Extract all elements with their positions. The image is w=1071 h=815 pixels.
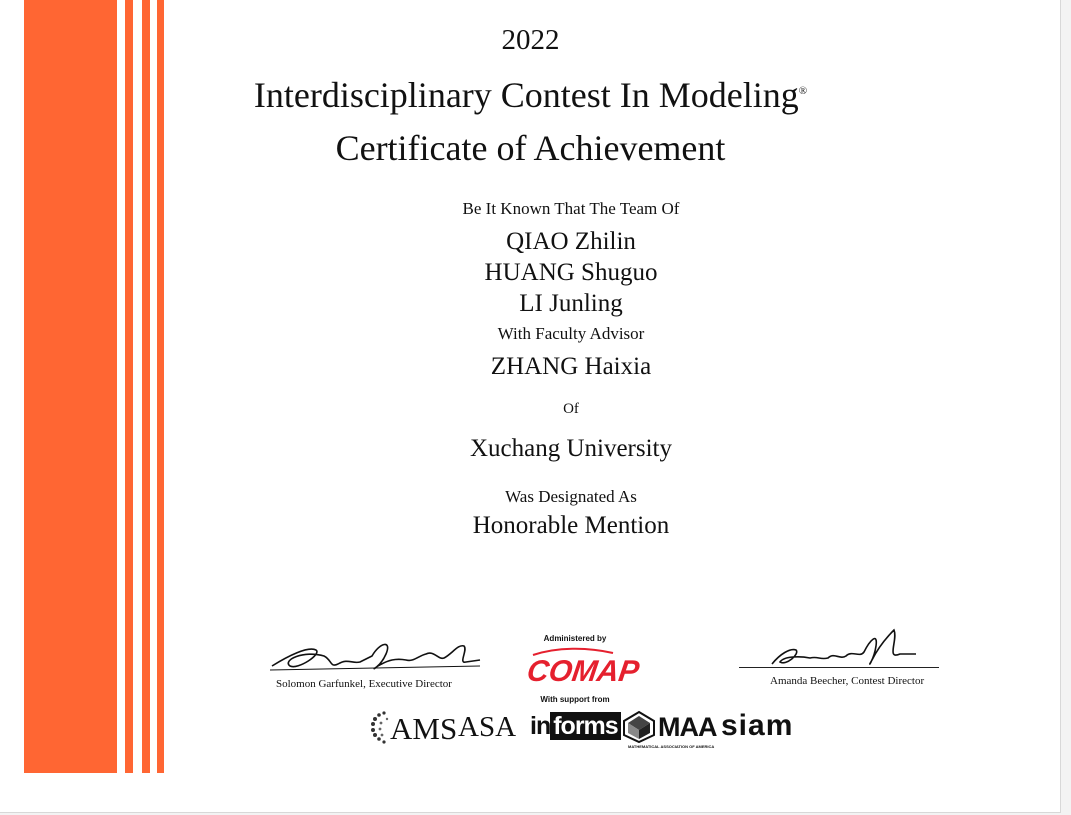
registered-mark: ® <box>798 85 808 97</box>
certificate-title: Certificate of Achievement <box>335 128 726 168</box>
executive-director-signature <box>268 636 483 678</box>
contest-name <box>0 74 1061 116</box>
siam-wordmark: siam <box>721 709 794 742</box>
administered-by-label: Administered by <box>543 634 607 643</box>
ams-dots-icon <box>370 709 392 747</box>
informs-prefix: in <box>530 712 551 740</box>
team-member: QIAO Zhilin <box>506 228 636 255</box>
maa-emblem-icon <box>622 710 656 744</box>
executive-director-caption: Solomon Garfunkel, Executive Director <box>276 678 452 690</box>
ams-wordmark: AMS <box>390 711 458 746</box>
designated-label: Was Designated As <box>505 487 637 506</box>
maa-wordmark: MAA <box>658 712 717 742</box>
university-name: Xuchang University <box>469 435 673 462</box>
comap-wordmark: COMAP <box>524 655 642 688</box>
certificate-year: 2022 <box>501 24 560 56</box>
award-designation: Honorable Mention <box>472 512 670 539</box>
contest-name-text: Interdisciplinary Contest In Modeling <box>253 75 799 115</box>
siam-logo <box>721 709 793 743</box>
informs-box: forms <box>550 712 620 740</box>
contest-director-signature-line <box>739 667 939 668</box>
comap-logo <box>524 645 642 691</box>
team-member: HUANG Shuguo <box>484 259 658 286</box>
team-member: LI Junling <box>519 290 623 317</box>
support-from-label: With support from <box>540 695 610 704</box>
maa-subtitle: MATHEMATICAL ASSOCIATION OF AMERICA <box>628 744 715 749</box>
asa-logo <box>458 711 516 744</box>
known-label: Be It Known That The Team Of <box>462 199 680 218</box>
faculty-advisor-name: ZHANG Haixia <box>490 353 652 380</box>
contest-director-caption: Amanda Beecher, Contest Director <box>770 675 925 687</box>
of-label: Of <box>563 401 579 417</box>
asa-wordmark: ASA <box>458 711 517 743</box>
contest-director-signature <box>760 626 925 672</box>
faculty-advisor-label: With Faculty Advisor <box>497 324 645 343</box>
informs-logo <box>530 712 621 741</box>
